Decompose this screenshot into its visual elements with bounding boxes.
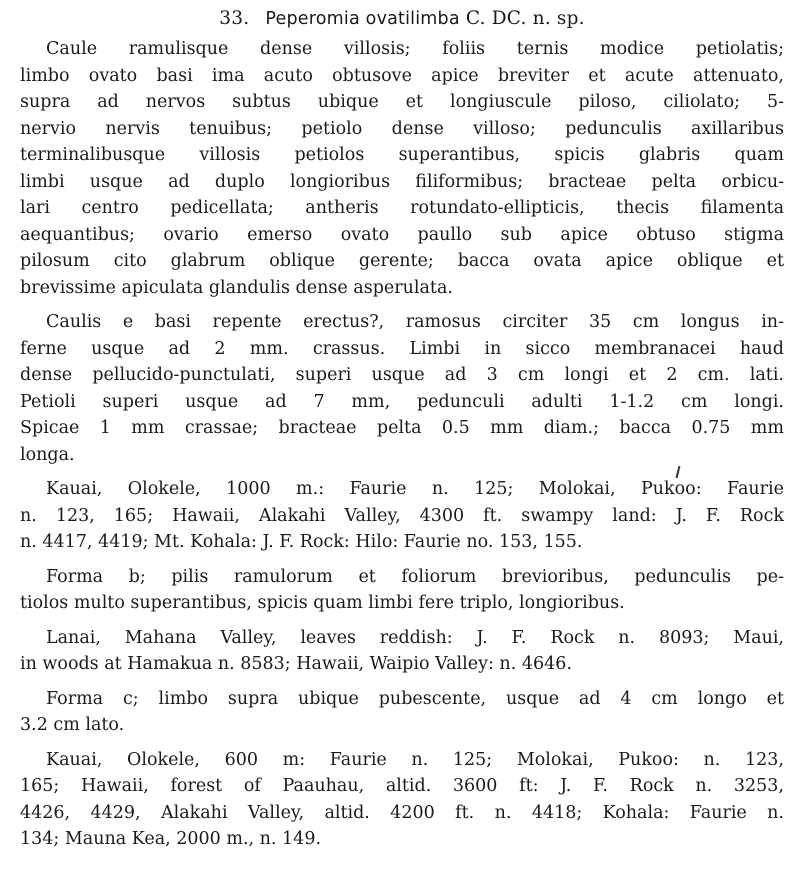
paragraph-latin-description xyxy=(20,36,784,301)
text-line: brevissime apiculata glandulis dense asperulata. xyxy=(20,277,453,298)
text-line: Caulis e basi repente erectus?, ramosus circiter 35 cm longus in- xyxy=(46,312,784,332)
text-line: tiolos multo superantibus, spicis quam limbi fere triplo, longioribus. xyxy=(20,593,625,613)
text-line: longa. xyxy=(20,444,75,465)
text-line: ferne usque ad 2 mm. crassus. Limbi in sicco membranacei haud xyxy=(20,338,784,359)
text-line: 4426, 4429, Alakahi Valley, altid. 4200 ft. n. 4418; Kohala: Faurie n. xyxy=(20,802,784,823)
text-line: in woods at Hamakua n. 8583; Hawaii, Waipio Valley: n. 4646. xyxy=(20,654,572,674)
text-line: 165; Hawaii, forest of Paauhau, altid. 3600 ft: J. F. Rock n. 3253, xyxy=(20,776,784,796)
species-number: 33. xyxy=(219,8,250,29)
paragraph-measurements xyxy=(20,309,784,468)
text-line: nervio nervis tenuibus; petiolo dense villoso; pedunculis axillaribus xyxy=(20,118,784,139)
paragraph-forma-c xyxy=(20,686,784,739)
text-line: n. 123, 165; Hawaii, Alakahi Valley, 4300 ft. swampy land: J. F. Rock xyxy=(20,505,784,526)
text-line: n. 4417, 4419; Mt. Kohala: J. F. Rock: Hilo: Faurie no. 153, 155. xyxy=(20,532,583,552)
text-line: Spicae 1 mm crassae; bracteae pelta 0.5 mm diam.; bacca 0.75 mm xyxy=(20,418,784,438)
text-line: lari centro pedicellata; antheris rotundato-ellipticis, thecis filamenta xyxy=(20,198,784,218)
text-line: aequantibus; ovario emerso ovato paullo sub apice obtuso stigma xyxy=(20,224,784,245)
text-line: Kauai, Olokele, 600 m: Faurie n. 125; Molokai, Pukoo: n. 123, xyxy=(46,749,784,770)
text-line: supra ad nervos subtus ubique et longiuscule piloso, ciliolato; 5- xyxy=(20,92,784,112)
species-name: Peperomia ovatilimba xyxy=(265,9,460,29)
paragraph-localities-b xyxy=(20,625,784,678)
paragraph-forma-b xyxy=(20,564,784,617)
text-line: dense pellucido-punctulati, superi usque ad 3 cm longi et 2 cm. lati. xyxy=(20,365,784,385)
document-body xyxy=(20,36,784,853)
document-page xyxy=(20,6,784,861)
text-line: Forma b; pilis ramulorum et foliorum brevioribus, pedunculis pe- xyxy=(46,566,784,587)
text-line: 134; Mauna Kea, 2000 m., n. 149. xyxy=(20,829,322,849)
text-line: terminalibusque villosis petiolos superantibus, spicis glabris quam xyxy=(20,145,784,165)
text-line: 3.2 cm lato. xyxy=(20,715,125,735)
species-authority: C. DC. n. sp. xyxy=(465,8,585,29)
text-line: limbo ovato basi ima acuto obtusove apice breviter et acute attenuato, xyxy=(20,65,784,86)
paragraph-localities-c xyxy=(20,747,784,853)
text-line: Forma c; limbo supra ubique pubescente, usque ad 4 cm longo et xyxy=(46,688,784,709)
text-line: Lanai, Mahana Valley, leaves reddish: J. F. Rock n. 8093; Maui, xyxy=(46,627,784,648)
text-line: limbi usque ad duplo longioribus filiformibus; bracteae pelta orbicu- xyxy=(20,171,784,192)
text-line: Kauai, Olokele, 1000 m.: Faurie n. 125; Molokai, Pukoo: Faurie xyxy=(46,479,784,499)
paragraph-localities-a xyxy=(20,476,784,556)
text-line: pilosum cito glabrum oblique gerente; bacca ovata apice oblique et xyxy=(20,251,784,271)
text-line: Petioli superi usque ad 7 mm, pedunculi adulti 1-1.2 cm longi. xyxy=(20,391,784,412)
text-line: Caule ramulisque dense villosis; foliis ternis modice petiolatis; xyxy=(46,39,784,59)
species-heading xyxy=(20,6,784,32)
